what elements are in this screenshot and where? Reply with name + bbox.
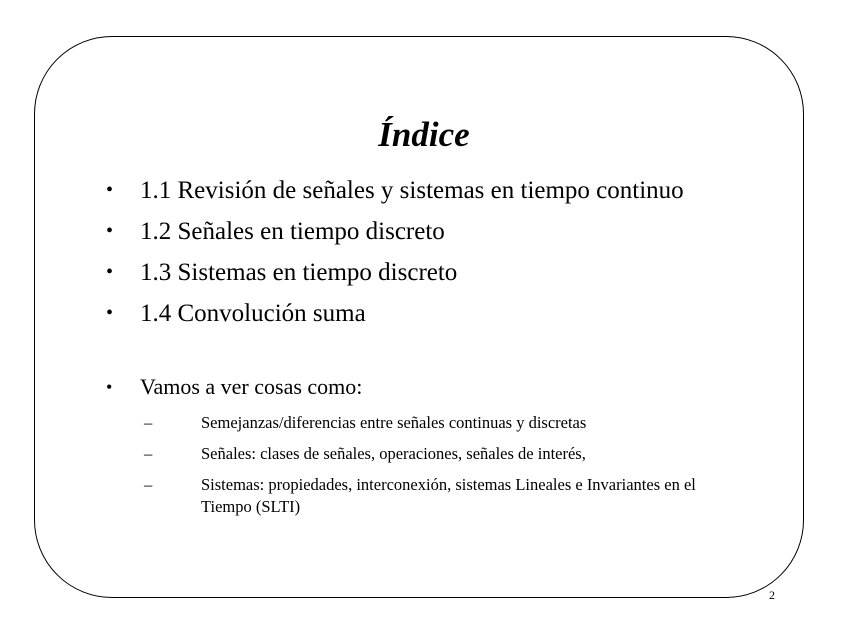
dash-icon: – (144, 444, 153, 463)
page-number: 2 (769, 588, 775, 602)
bullet-icon: • (106, 179, 114, 201)
intro-label: Vamos a ver cosas como: (140, 374, 363, 399)
sub-item (144, 474, 724, 518)
sub-item (144, 412, 724, 434)
topic-list (106, 170, 684, 334)
dash-icon: – (144, 475, 153, 494)
dash-icon: – (144, 413, 153, 432)
topic-item (106, 293, 684, 334)
bullet-icon: • (106, 220, 114, 242)
topic-item (106, 252, 684, 293)
topic-label: 1.2 Señales en tiempo discreto (140, 218, 445, 245)
sub-list (144, 412, 724, 527)
sub-item-label: Semejanzas/diferencias entre señales continuas y discretas (201, 413, 587, 432)
topic-label: 1.1 Revisión de señales y sistemas en tiempo continuo (140, 177, 684, 204)
sub-item-label: Sistemas: propiedades, interconexión, sistemas Lineales e Invariantes en el Tiempo (SLTI) (201, 475, 696, 516)
bullet-icon: • (106, 302, 114, 324)
topic-label: 1.3 Sistemas en tiempo discreto (140, 259, 458, 286)
topic-label: 1.4 Convolución suma (140, 300, 366, 327)
bullet-icon: • (106, 261, 114, 283)
sub-item-label: Señales: clases de señales, operaciones, señales de interés, (201, 444, 586, 463)
topic-item (106, 211, 684, 252)
topic-item (106, 170, 684, 211)
intro-item (106, 370, 362, 404)
sub-item (144, 443, 724, 465)
slide-title: Índice (378, 115, 470, 154)
bullet-icon: • (106, 377, 113, 397)
